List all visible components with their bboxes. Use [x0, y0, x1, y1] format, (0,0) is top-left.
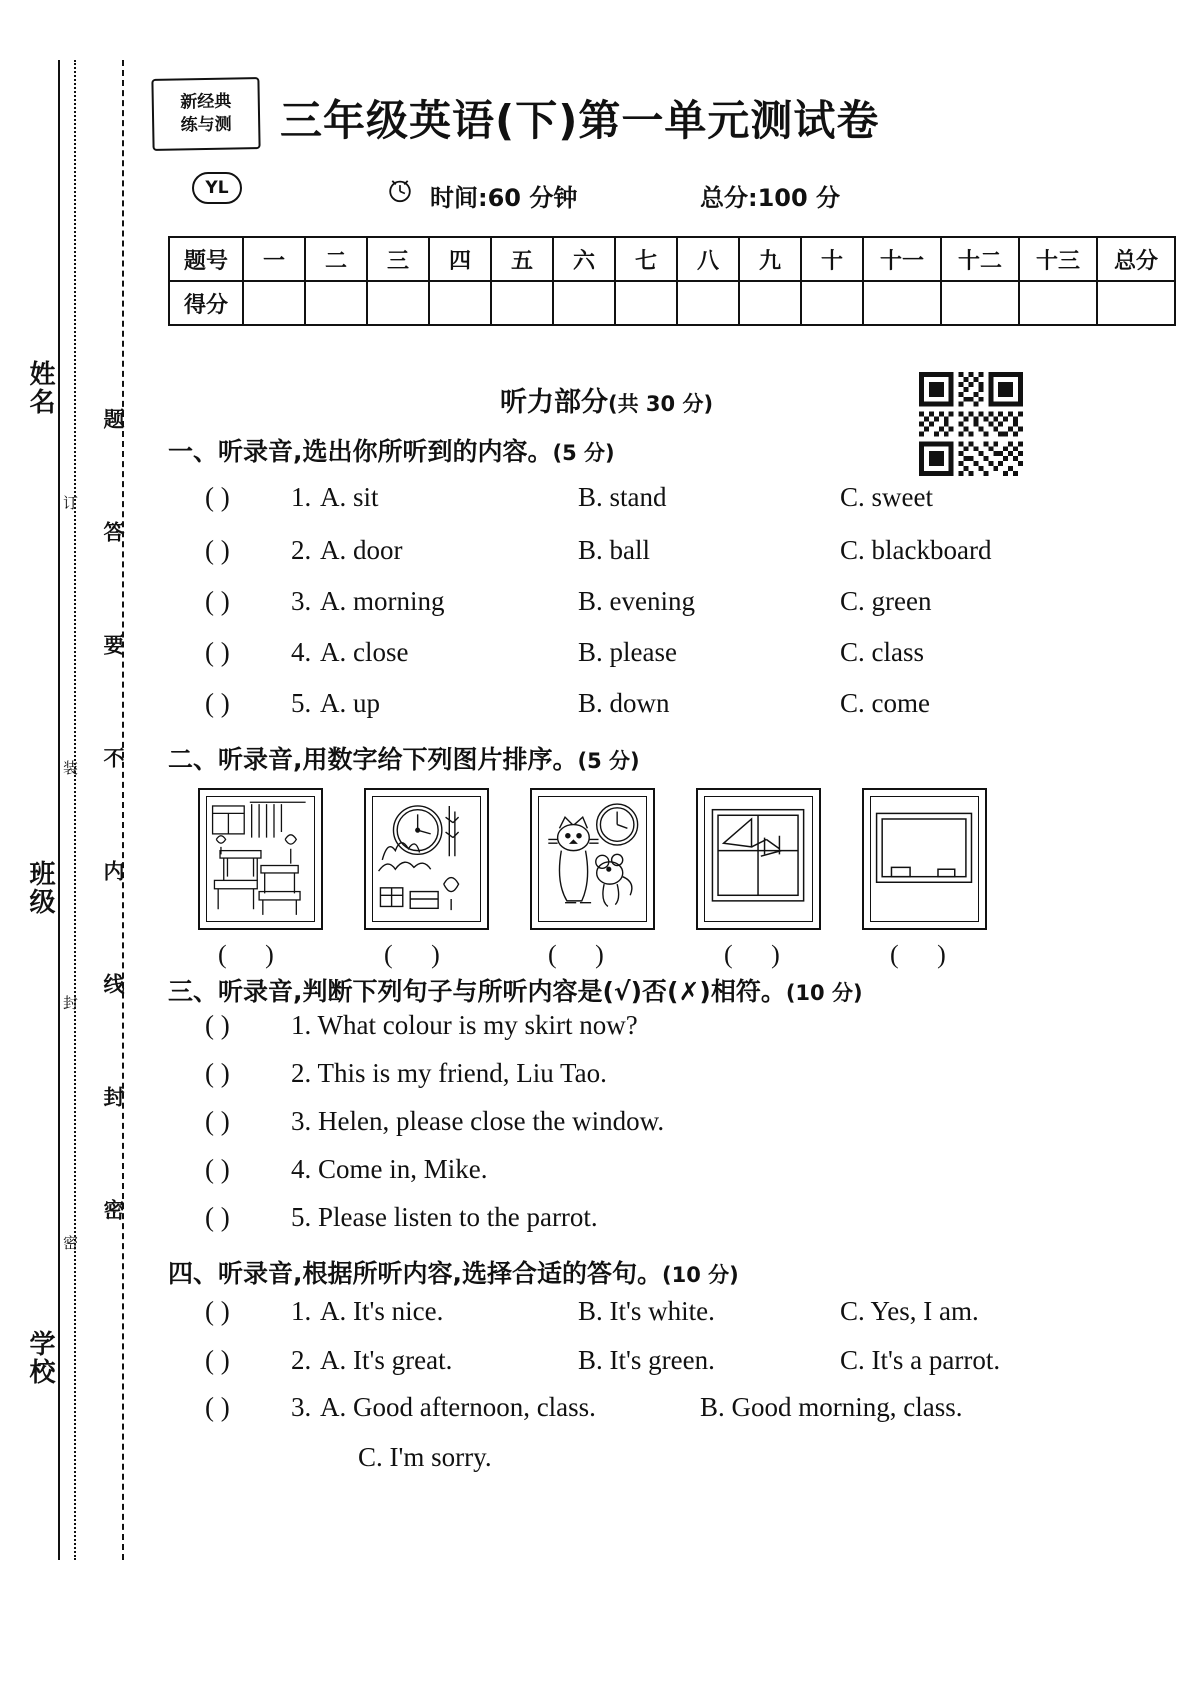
q1-row-2-option-b[interactable]: B. ball	[578, 535, 650, 565]
qr-code-icon	[919, 372, 1023, 476]
score-cell-4[interactable]	[429, 281, 491, 325]
q1-row-5-option-a[interactable]: A. up	[320, 688, 380, 718]
clock-icon	[386, 176, 414, 204]
score-cell-total[interactable]	[1097, 281, 1175, 325]
margin-vertical-notice: 题 答 要 不 内 线 封 密	[101, 408, 125, 1254]
answer-blank[interactable]: ( )	[205, 1010, 230, 1040]
sketch-clock-plants	[373, 797, 480, 921]
q2-answer-blank-4[interactable]: ( )	[724, 940, 796, 969]
margin-note-seal: 装	[61, 760, 79, 781]
question-3-title: 三、听录音,判断下列句子与所听内容是(√)否(✗)相符。	[168, 977, 786, 1006]
answer-blank[interactable]: ( )	[205, 586, 230, 616]
score-cell-9[interactable]	[739, 281, 801, 325]
score-cell-10[interactable]	[801, 281, 863, 325]
score-cell-13[interactable]	[1019, 281, 1097, 325]
q1-row-3-option-b[interactable]: B. evening	[578, 586, 695, 616]
margin-note-bind: 订	[61, 495, 79, 516]
margin-note-secret: 密	[61, 1235, 79, 1256]
q4-row-3-option-a[interactable]: A. Good afternoon, class.	[320, 1392, 596, 1422]
answer-blank[interactable]: ( )	[205, 482, 230, 512]
question-4-heading	[168, 1254, 739, 1290]
score-cell-5[interactable]	[491, 281, 553, 325]
q2-answer-blank-3[interactable]: ( )	[548, 940, 620, 969]
q1-row-4-option-b[interactable]: B. please	[578, 637, 677, 667]
q4-row-2	[205, 1345, 311, 1376]
question-2-heading	[168, 740, 640, 776]
q4-row-3-option-c[interactable]: C. I'm sorry.	[358, 1442, 492, 1472]
question-2-title: 二、听录音,用数字给下列图片排序。	[168, 745, 578, 774]
q4-row-3	[205, 1392, 311, 1423]
answer-blank[interactable]: ( )	[205, 1106, 230, 1136]
item-number: 3.	[291, 1392, 312, 1422]
score-col-4: 四	[429, 237, 491, 281]
q4-row-2-option-a[interactable]: A. It's great.	[320, 1345, 453, 1375]
question-4-points: (10 分)	[662, 1263, 739, 1287]
stamp-line-1: 新经典	[180, 91, 232, 113]
question-4-title: 四、听录音,根据所听内容,选择合适的答句。	[168, 1259, 662, 1288]
item-number: 1.	[291, 482, 312, 512]
q4-row-3-option-b[interactable]: B. Good morning, class.	[700, 1392, 963, 1422]
score-cell-1[interactable]	[243, 281, 305, 325]
score-col-11: 十一	[863, 237, 941, 281]
item-number: 2.	[291, 535, 312, 565]
score-cell-11[interactable]	[863, 281, 941, 325]
stamp-line-2: 练与测	[180, 114, 232, 136]
q1-row-5-option-b[interactable]: B. down	[578, 688, 670, 718]
answer-blank[interactable]: ( )	[205, 637, 230, 667]
score-col-12: 十二	[941, 237, 1019, 281]
q2-answer-blank-2[interactable]: ( )	[384, 940, 456, 969]
score-col-6: 六	[553, 237, 615, 281]
exam-duration: 时间:60 分钟	[430, 184, 578, 212]
q4-row-1	[205, 1296, 311, 1327]
classroom-desks-sketch	[198, 788, 323, 930]
margin-label-school: 学校	[25, 1330, 55, 1386]
sketch-open-window	[705, 797, 812, 921]
q3-row-2	[205, 1058, 607, 1089]
edition-badge: YL	[192, 172, 242, 204]
question-1-title: 一、听录音,选出你所听到的内容。	[168, 437, 553, 466]
question-3-points: (10 分)	[785, 981, 863, 1005]
margin-label-name: 姓名	[25, 360, 55, 416]
q2-answer-blank-1[interactable]: ( )	[218, 940, 290, 969]
score-cell-6[interactable]	[553, 281, 615, 325]
score-col-9: 九	[739, 237, 801, 281]
score-col-7: 七	[615, 237, 677, 281]
clock-plants-sketch	[364, 788, 489, 930]
page-title: 三年级英语(下)第一单元测试卷	[280, 96, 880, 145]
q1-row-4	[205, 637, 311, 668]
q3-row-1	[205, 1010, 638, 1041]
margin-label-class: 班级	[25, 860, 55, 916]
score-table-value-row	[169, 281, 1175, 325]
answer-blank[interactable]: ( )	[205, 535, 230, 565]
score-col-10: 十	[801, 237, 863, 281]
q3-row-3-text: 3. Helen, please close the window.	[291, 1106, 665, 1136]
q3-row-5-text: 5. Please listen to the parrot.	[291, 1202, 598, 1232]
answer-blank[interactable]: ( )	[205, 1154, 230, 1184]
q1-row-2-option-c[interactable]: C. blackboard	[840, 535, 992, 565]
question-1-points: (5 分)	[552, 441, 615, 465]
q1-row-3-option-c[interactable]: C. green	[840, 586, 932, 616]
score-col-13: 十三	[1019, 237, 1097, 281]
q3-row-1-text: 1. What colour is my skirt now?	[291, 1010, 638, 1040]
score-col-3: 三	[367, 237, 429, 281]
q1-row-5	[205, 688, 311, 719]
answer-blank[interactable]: ( )	[205, 1392, 230, 1422]
q3-row-2-text: 2. This is my friend, Liu Tao.	[291, 1058, 607, 1088]
blackboard-sketch	[862, 788, 987, 930]
listening-section-heading	[500, 380, 713, 419]
question-2-points: (5 分)	[577, 749, 640, 773]
score-cell-12[interactable]	[941, 281, 1019, 325]
q3-row-4	[205, 1154, 488, 1185]
score-cell-3[interactable]	[367, 281, 429, 325]
q1-row-4-option-c[interactable]: C. class	[840, 637, 924, 667]
score-cell-8[interactable]	[677, 281, 739, 325]
item-number: 1.	[291, 1296, 312, 1326]
score-table-row-label-1: 题号	[169, 237, 243, 281]
margin-note-envelope: 封	[61, 995, 79, 1016]
item-number: 2.	[291, 1345, 312, 1375]
q1-row-3	[205, 586, 311, 617]
sketch-cat-mouse-clock	[539, 797, 646, 921]
q1-row-4-option-a[interactable]: A. close	[320, 637, 409, 667]
score-cell-7[interactable]	[615, 281, 677, 325]
q4-row-2-option-b[interactable]: B. It's green.	[578, 1345, 715, 1375]
answer-blank[interactable]: ( )	[205, 1345, 230, 1375]
q3-row-3	[205, 1106, 664, 1137]
item-number: 3.	[291, 586, 312, 616]
margin-rule-dotted	[74, 60, 76, 1560]
sketch-classroom	[207, 797, 314, 921]
q4-row-1-option-c[interactable]: C. Yes, I am.	[840, 1296, 979, 1326]
q1-row-1-option-b[interactable]: B. stand	[578, 482, 667, 512]
q1-row-1	[205, 482, 311, 513]
score-table	[168, 236, 1176, 326]
score-col-8: 八	[677, 237, 739, 281]
score-table-row-label-2: 得分	[169, 281, 243, 325]
score-table-header-row	[169, 237, 1175, 281]
score-col-1: 一	[243, 237, 305, 281]
exam-total-score: 总分:100 分	[700, 184, 841, 212]
item-number: 4.	[291, 637, 312, 667]
listening-section-title: 听力部分	[500, 387, 608, 418]
q2-answer-blank-5[interactable]: ( )	[890, 940, 962, 969]
score-col-5: 五	[491, 237, 553, 281]
q3-row-5	[205, 1202, 598, 1233]
score-col-total: 总分	[1097, 237, 1175, 281]
answer-blank[interactable]: ( )	[205, 688, 230, 718]
publisher-stamp	[151, 77, 260, 151]
q4-row-1-option-a[interactable]: A. It's nice.	[320, 1296, 444, 1326]
q1-row-5-option-c[interactable]: C. come	[840, 688, 930, 718]
q4-row-2-option-c[interactable]: C. It's a parrot.	[840, 1345, 1001, 1375]
item-number: 5.	[291, 688, 312, 718]
open-window-sketch	[696, 788, 821, 930]
q3-row-4-text: 4. Come in, Mike.	[291, 1154, 488, 1184]
q1-row-3-option-a[interactable]: A. morning	[320, 586, 445, 616]
q4-row-1-option-b[interactable]: B. It's white.	[578, 1296, 715, 1326]
answer-blank[interactable]: ( )	[205, 1202, 230, 1232]
q1-row-2	[205, 535, 311, 566]
q1-row-2-option-a[interactable]: A. door	[320, 535, 403, 565]
score-col-2: 二	[305, 237, 367, 281]
answer-blank[interactable]: ( )	[205, 1296, 230, 1326]
answer-blank[interactable]: ( )	[205, 1058, 230, 1088]
q1-row-1-option-a[interactable]: A. sit	[320, 482, 379, 512]
listening-section-points: (共 30 分)	[608, 392, 714, 416]
score-cell-2[interactable]	[305, 281, 367, 325]
question-1-heading	[168, 432, 615, 468]
cat-mouse-clock-sketch	[530, 788, 655, 930]
question-3-heading	[168, 972, 863, 1008]
sketch-blackboard	[871, 797, 978, 921]
q1-row-1-option-c[interactable]: C. sweet	[840, 482, 933, 512]
